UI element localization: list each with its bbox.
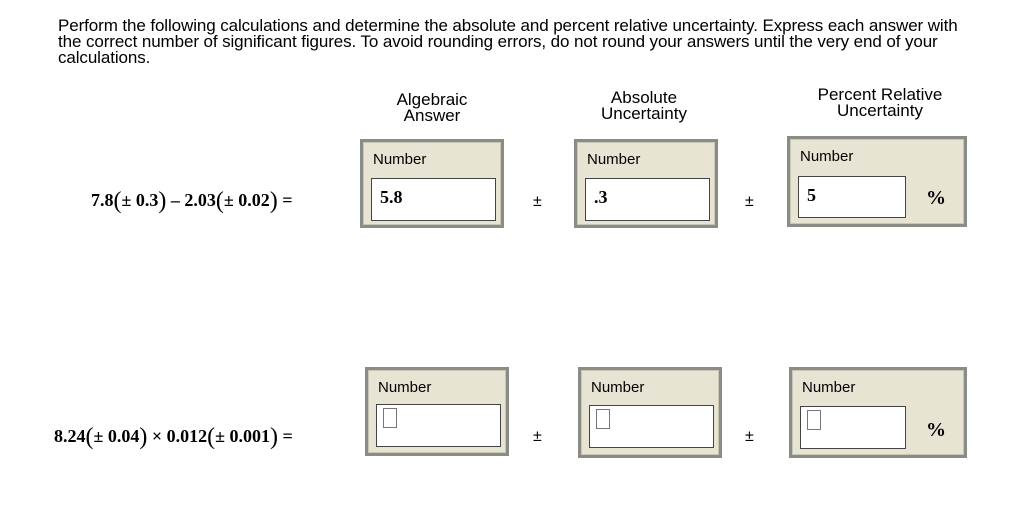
number-label: Number — [373, 151, 427, 168]
header-algebraic-answer — [372, 92, 492, 124]
percent-input-2[interactable] — [800, 406, 906, 449]
eq-operator: × — [151, 426, 163, 446]
plus-minus-symbol: ± — [533, 428, 542, 445]
percent-symbol: % — [926, 187, 946, 209]
header-line: Percent Relative — [817, 85, 943, 104]
number-label: Number — [378, 379, 432, 396]
number-label: Number — [587, 151, 641, 168]
header-line: Absolute — [610, 88, 678, 107]
header-line: Uncertainty — [601, 104, 687, 123]
percent-box-1 — [787, 136, 967, 227]
number-label: Number — [802, 379, 856, 396]
eq-uncertainty: ± 0.001 — [215, 426, 271, 446]
absolute-input-2[interactable] — [589, 405, 714, 448]
plus-minus-symbol: ± — [745, 428, 754, 445]
eq-term: 2.03 — [184, 190, 216, 210]
absolute-input-1[interactable]: .3 — [585, 178, 710, 221]
number-label: Number — [591, 379, 645, 396]
answer-input-1[interactable]: 5.8 — [371, 178, 496, 221]
eq-uncertainty: ± 0.04 — [93, 426, 140, 446]
plus-minus-symbol: ± — [533, 193, 542, 210]
empty-field-cursor — [596, 409, 610, 429]
percent-symbol: % — [926, 419, 946, 441]
instructions: Perform the following calculations and determine the absolute and percent relative uncertainty. Express each answer with the correct number of significant figures. To avoid rounding errors, do not round your answers until the very end of your calculations. — [58, 16, 958, 67]
eq-operator: – — [170, 190, 180, 210]
eq-equals: = — [282, 426, 293, 446]
eq-term: 8.24 — [54, 426, 86, 446]
header-line: Answer — [403, 106, 461, 125]
plus-minus-symbol: ± — [745, 193, 754, 210]
empty-field-cursor — [383, 408, 397, 428]
empty-field-cursor — [807, 410, 821, 430]
eq-equals: = — [282, 190, 293, 210]
eq-uncertainty: ± 0.3 — [121, 190, 159, 210]
header-percent-relative-uncertainty — [790, 87, 970, 119]
number-label: Number — [800, 148, 854, 165]
answer-box-1 — [360, 139, 504, 228]
eq-uncertainty: ± 0.02 — [223, 190, 270, 210]
equation-1: 7.8(± 0.3) – 2.03(± 0.02) = — [91, 188, 293, 214]
header-line: Uncertainty — [837, 101, 923, 120]
percent-input-1[interactable]: 5 — [798, 176, 906, 218]
percent-box-2 — [789, 367, 967, 458]
answer-box-2 — [365, 367, 509, 456]
header-absolute-uncertainty — [584, 90, 704, 122]
eq-term: 0.012 — [166, 426, 208, 446]
absolute-box-2 — [578, 367, 722, 458]
equation-2: 8.24(± 0.04) × 0.012(± 0.001) = — [54, 424, 293, 450]
absolute-box-1 — [574, 139, 718, 228]
header-line: Algebraic — [396, 90, 468, 109]
eq-term: 7.8 — [91, 190, 114, 210]
answer-input-2[interactable] — [376, 404, 501, 447]
